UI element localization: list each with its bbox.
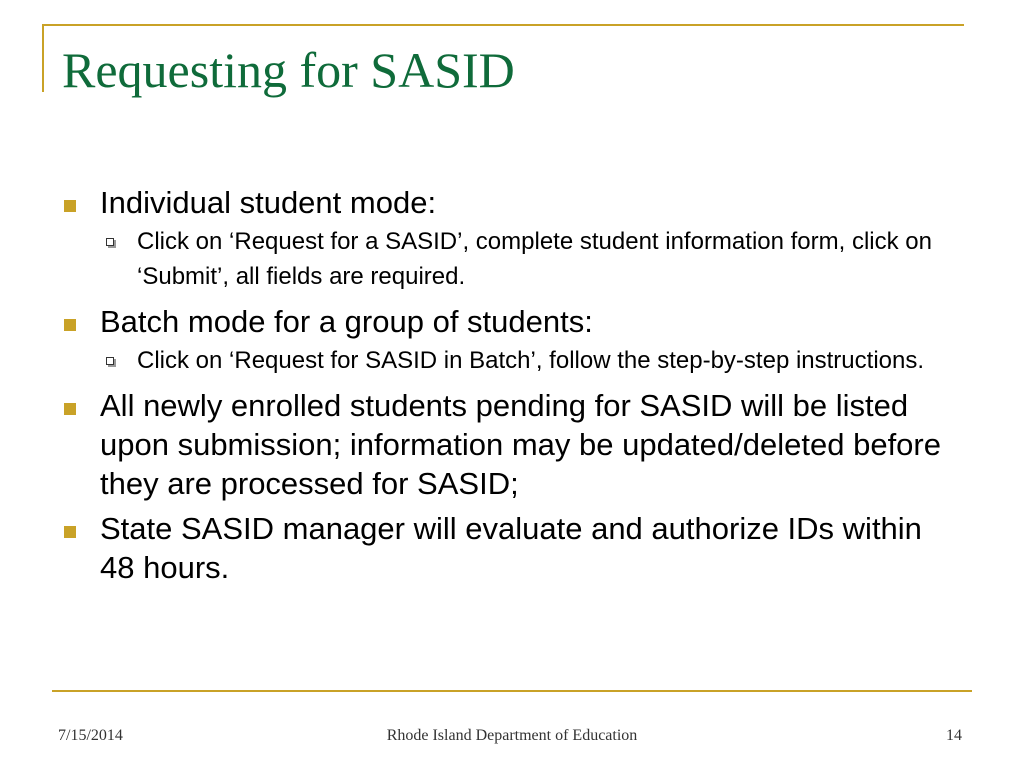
bullet-text: All newly enrolled students pending for SASID will be listed upon submission; information may be updated/deleted before they are processed for SASID; xyxy=(100,388,941,501)
bullet-text: Batch mode for a group of students: xyxy=(100,304,593,339)
footer-organization: Rhode Island Department of Education xyxy=(386,727,638,744)
square-bullet-icon xyxy=(64,526,76,538)
sub-bullet-item-request-batch xyxy=(62,343,942,378)
sub-bullet-text: Click on ‘Request for SASID in Batch’, follow the step-by-step instructions. xyxy=(137,347,925,374)
hollow-square-bullet-icon xyxy=(106,357,114,365)
square-bullet-icon xyxy=(64,200,76,212)
footer-page-number: 14 xyxy=(946,727,962,744)
footer-date: 7/15/2014 xyxy=(58,727,123,744)
left-rule xyxy=(42,24,44,92)
slide-body xyxy=(62,183,942,593)
square-bullet-icon xyxy=(64,319,76,331)
bullet-item-state-manager xyxy=(62,509,942,587)
bullet-item-batch-mode xyxy=(62,302,942,341)
bottom-rule xyxy=(52,690,972,692)
hollow-square-bullet-icon xyxy=(106,238,114,246)
sub-bullet-text: Click on ‘Request for a SASID’, complete student information form, click on ‘Submit’, all fields are required. xyxy=(137,228,932,290)
bullet-item-pending-students xyxy=(62,386,942,503)
bullet-text: State SASID manager will evaluate and authorize IDs within 48 hours. xyxy=(100,511,922,585)
sub-bullet-item-request-sasid xyxy=(62,224,942,294)
top-rule xyxy=(42,24,964,26)
bullet-text: Individual student mode: xyxy=(100,185,437,220)
bullet-item-individual-mode xyxy=(62,183,942,222)
slide-title: Requesting for SASID xyxy=(62,42,515,98)
square-bullet-icon xyxy=(64,403,76,415)
